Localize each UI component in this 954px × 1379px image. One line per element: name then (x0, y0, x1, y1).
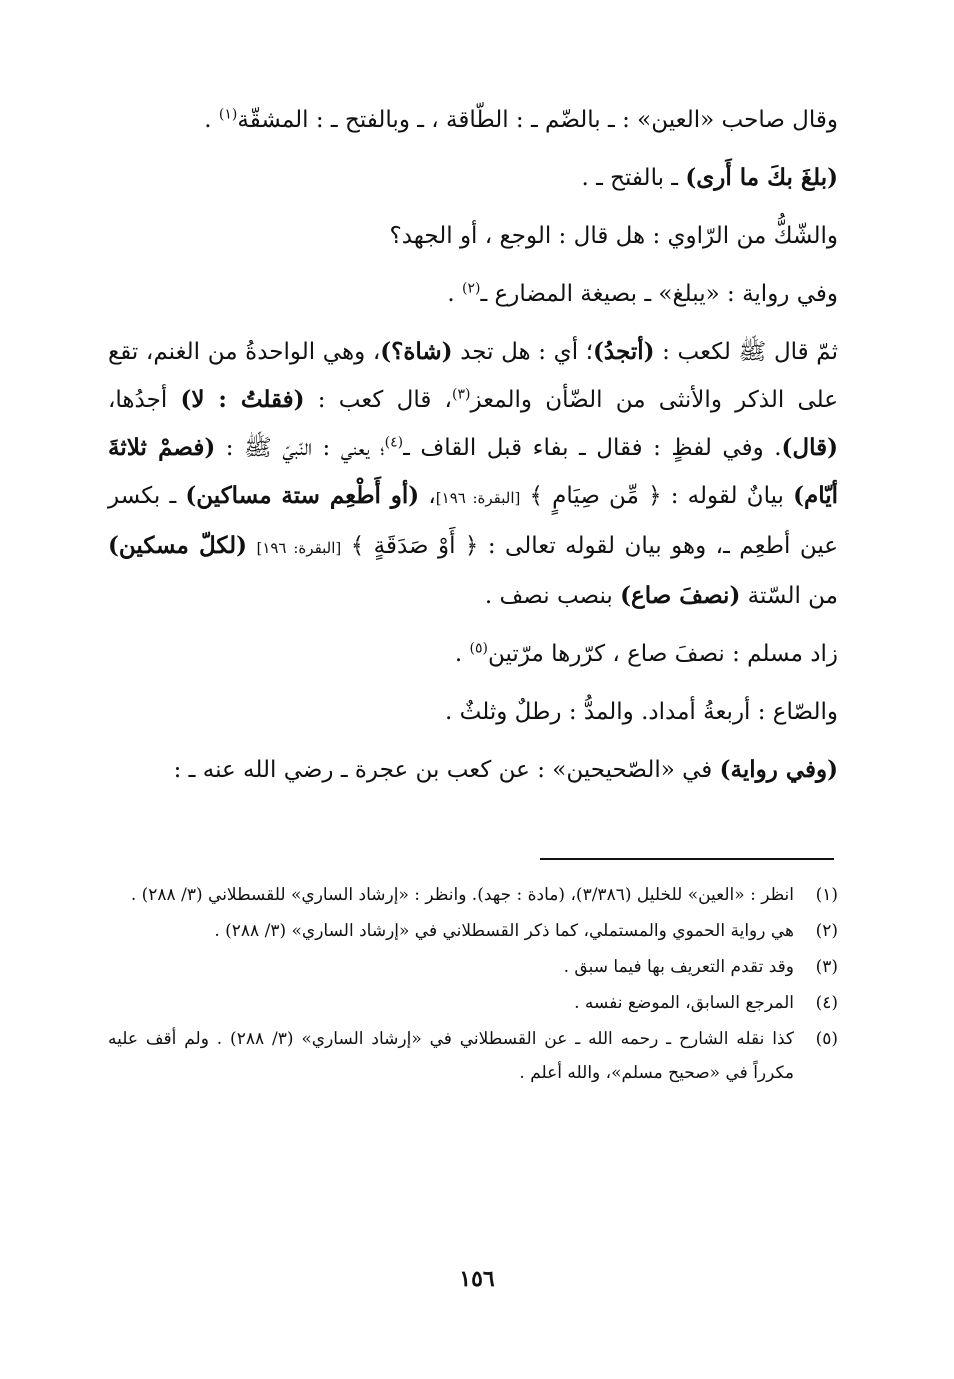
hadith-quote: (شاة؟) (380, 338, 453, 365)
hadith-quote: (أو أَطْعِم ستة مساكين) (185, 482, 420, 509)
paragraph-5 (108, 328, 838, 620)
paragraph-text: زاد مسلم : نصفَ صاع ، كرّرها مرّتين (487, 641, 838, 667)
hadith-quote: (بلغَ بكَ ما أَرى) (685, 164, 838, 191)
hadith-quote: (فقلتُ : لا) (180, 386, 305, 413)
paragraph-end: . (204, 107, 219, 133)
text-run: ، قال كعب : (304, 387, 452, 413)
text-run: ـ بكسر عين أطعِم ـ، وهو بيان لقوله تعالى : ﴿ أَوْ صَدَقَةٍ ﴾ (108, 483, 838, 559)
hadith-quote: (وفي رواية) (719, 756, 838, 783)
footnote-text: المرجع السابق، الموضع نفسه . (574, 993, 794, 1013)
footnote-1 (108, 878, 838, 912)
paragraph-6 (108, 630, 838, 678)
text-run: ، (419, 483, 436, 509)
footnote-number: (١) (815, 885, 838, 905)
footnotes (108, 878, 838, 1092)
footnote-text: هي رواية الحموي والمستملي، كما ذكر القسطلاني في «إرشاد الساري» (٣/ ٢٨٨) . (214, 921, 794, 941)
footnote-ref-4: (٤) (384, 434, 404, 451)
hadith-quote: (نصفَ صاع) (620, 582, 741, 609)
paragraph-text: في «الصّحيحين» : عن كعب بن عجرة ـ رضي الله عنه ـ : (173, 757, 720, 783)
hadith-quote: (لكلّ مسكين) (108, 532, 248, 559)
footnote-4 (108, 986, 838, 1020)
footnote-ref-5: (٥) (469, 640, 488, 657)
footnote-2 (108, 914, 838, 948)
page-number: ١٥٦ (459, 1266, 495, 1292)
paragraph-3 (108, 212, 838, 260)
main-text (108, 96, 838, 804)
text-run: بيانٌ لقوله : ﴿ مِّن صِيَامٍ ﴾ (520, 483, 794, 509)
footnote-text: انظر : «العين» للخليل (٣/٣٨٦)، (مادة : جهد). وانظر : «إرشاد الساري» للقسطلاني (٣/ ٢٨٨) . (130, 885, 794, 905)
paragraph-4 (108, 270, 838, 318)
footnote-number: (٤) (815, 993, 838, 1013)
quran-citation: [البقرة: ١٩٦] (256, 539, 342, 557)
footnote-ref-1: (١) (218, 106, 238, 123)
text-run: من السّتة (740, 583, 838, 609)
text-run: أجدُها، (108, 387, 181, 413)
footnote-3 (108, 950, 838, 984)
footnote-ref-2: (٢) (461, 280, 481, 297)
paragraph-text: والشّكُّ من الرّاوي : هل قال : الوجع ، أو الجهد؟ (389, 223, 838, 249)
paragraph-1 (108, 96, 838, 144)
paragraph-text: وفي رواية : «يبلغ» ـ بصيغة المضارع ـ (480, 281, 838, 307)
footnote-text: كذا نقله الشارح ـ رحمه الله ـ عن القسطلاني في «إرشاد الساري» (٣/ ٢٨٨) . ولم أقف عليه مكرراً في «صحيح مسلم»، والله أعلم . (108, 1029, 794, 1083)
paragraph-2 (108, 154, 838, 202)
hadith-quote: (أتجدُ) (593, 338, 655, 365)
paragraph-text: ـ بالفتح ـ . (581, 165, 686, 191)
footnote-5 (108, 1022, 838, 1090)
paragraph-7 (108, 688, 838, 736)
paragraph-text: وقال صاحب «العين» : ـ بالضّم ـ : الطّاقة ، ـ وبالفتح ـ : المشقّة (237, 107, 838, 133)
footnote-number: (٢) (815, 921, 838, 941)
paragraph-end: . (454, 641, 470, 667)
text-run: . وفي لفظٍ : فقال ـ بفاء قبل القاف ـ (403, 435, 782, 461)
paragraph-text: والصّاع : أربعةُ أمداد. والمدُّ : رطلٌ وثلثٌ . (445, 699, 838, 725)
footnote-number: (٣) (815, 957, 838, 977)
footnote-text: وقد تقدم التعريف بها فيما سبق . (563, 957, 794, 977)
text-run: ؛ أي : هل تجد (452, 339, 594, 365)
text-run: ، وهي الواحدةُ من الغنم، تقع على الذكر والأنثى من الضّأن والمعز (108, 339, 839, 413)
footnote-number: (٥) (815, 1029, 838, 1049)
quran-citation: [البقرة: ١٩٦] (435, 489, 521, 507)
footnote-ref-3: (٣) (451, 386, 471, 403)
text-run: ؛ يعني : النّبيّ ﷺ : (215, 435, 385, 461)
text-run: بنصب نصف . (484, 583, 621, 609)
hadith-quote: (قال) (781, 434, 839, 461)
footnote-divider (540, 858, 834, 860)
text-run: ثمّ قال ﷺ لكعب : (654, 339, 838, 365)
paragraph-8 (108, 746, 838, 794)
hadith-quote: (فصمْ ثلاثةَ أيّام) (108, 434, 839, 509)
paragraph-end: . (447, 281, 462, 307)
